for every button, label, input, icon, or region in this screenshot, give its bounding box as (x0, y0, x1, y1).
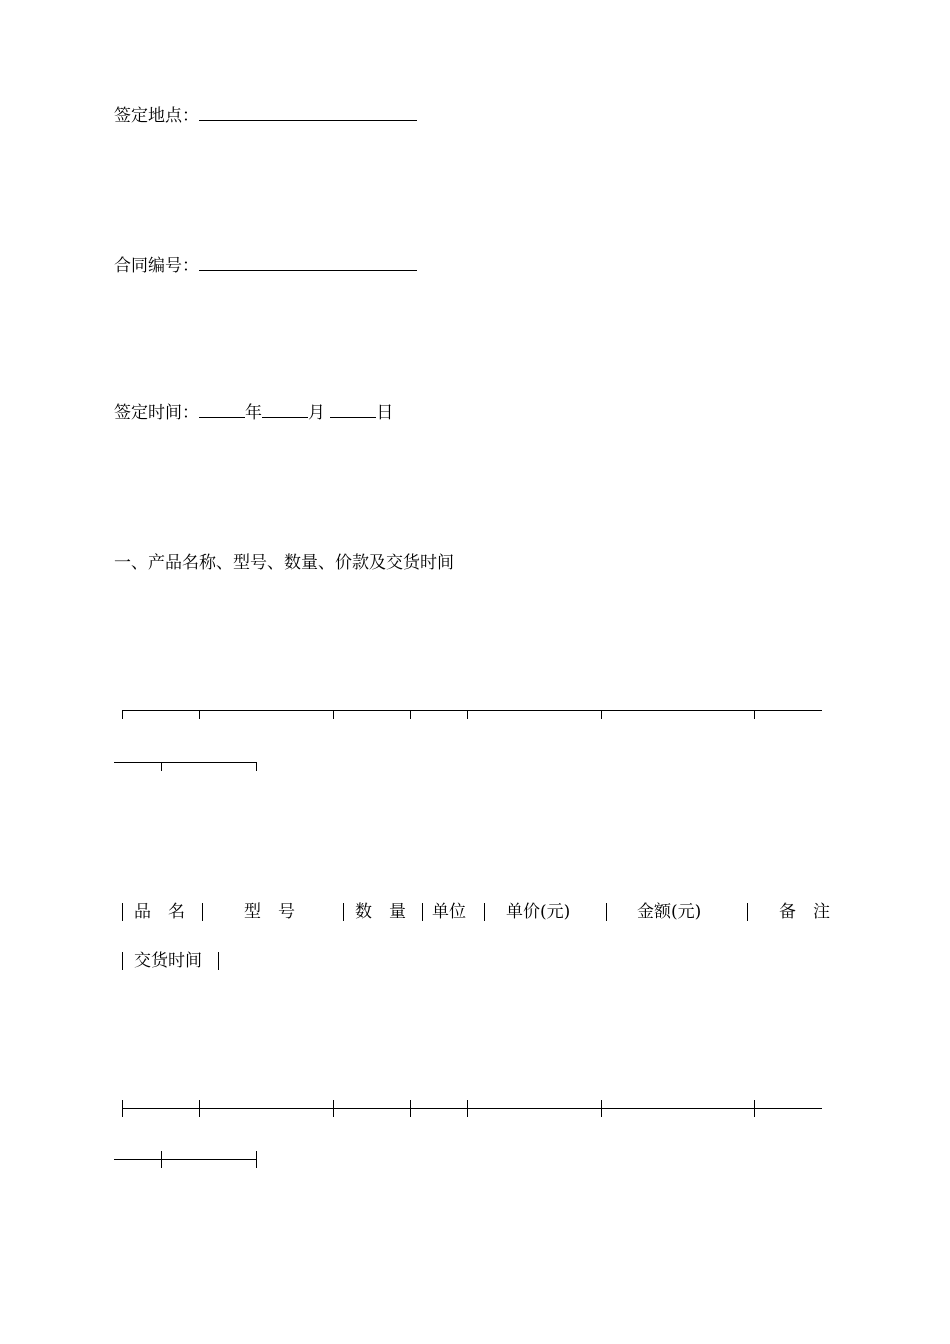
table-cell-divider (484, 903, 485, 921)
table-cell-divider (122, 903, 123, 921)
header-product-name: 品 名 (134, 902, 185, 922)
contract-number-label: 合同编号： (114, 256, 199, 276)
table-top-tick (199, 710, 200, 719)
table-cell-divider (343, 903, 344, 921)
signing-place-label: 签定地点： (114, 106, 199, 126)
table-mid-tick (601, 1100, 602, 1117)
day-label: 日 (376, 403, 394, 423)
year-blank[interactable] (199, 403, 245, 418)
header-delivery-time: 交货时间 (134, 951, 202, 971)
header-amount: 金额(元) (637, 902, 702, 922)
table-top-tick (467, 710, 468, 719)
table-top-rule (122, 710, 822, 711)
signing-place-row (114, 106, 417, 126)
table-top-corner (256, 762, 257, 771)
table-top-rule-wrap (114, 762, 257, 763)
table-cell-divider (422, 903, 423, 921)
signing-time-label: 签定时间： (114, 403, 199, 423)
table-mid-rule-wrap (114, 1159, 257, 1160)
table-cell-divider (122, 952, 123, 970)
table-cell-divider (218, 952, 219, 970)
table-mid-tick (467, 1100, 468, 1117)
header-unit-price: 单价(元) (506, 902, 571, 922)
table-mid-tick (333, 1100, 334, 1117)
table-top-tick (161, 762, 162, 771)
table-cell-divider (202, 903, 203, 921)
table-top-corner (122, 710, 123, 719)
header-model: 型 号 (244, 902, 295, 922)
table-mid-tick (410, 1100, 411, 1117)
table-top-tick (601, 710, 602, 719)
contract-number-row (114, 256, 417, 276)
signing-place-blank[interactable] (199, 106, 417, 121)
day-blank[interactable] (330, 403, 376, 418)
month-label: 月 (308, 403, 325, 423)
header-unit: 单位 (432, 902, 466, 922)
table-top-tick (754, 710, 755, 719)
section-1-title: 一、产品名称、型号、数量、价款及交货时间 (114, 553, 454, 573)
table-mid-tick (754, 1100, 755, 1117)
month-blank[interactable] (262, 403, 308, 418)
table-mid-tick (199, 1100, 200, 1117)
year-label: 年 (245, 403, 262, 423)
table-top-tick (410, 710, 411, 719)
table-top-tick (333, 710, 334, 719)
contract-number-blank[interactable] (199, 256, 417, 271)
header-remarks: 备 注 (779, 902, 830, 922)
table-mid-tick (161, 1151, 162, 1168)
table-mid-tick (122, 1100, 123, 1117)
signing-time-row (114, 403, 393, 423)
table-cell-divider (747, 903, 748, 921)
header-quantity: 数 量 (355, 902, 406, 922)
table-mid-tick (256, 1151, 257, 1168)
table-cell-divider (606, 903, 607, 921)
table-mid-rule (122, 1108, 822, 1109)
